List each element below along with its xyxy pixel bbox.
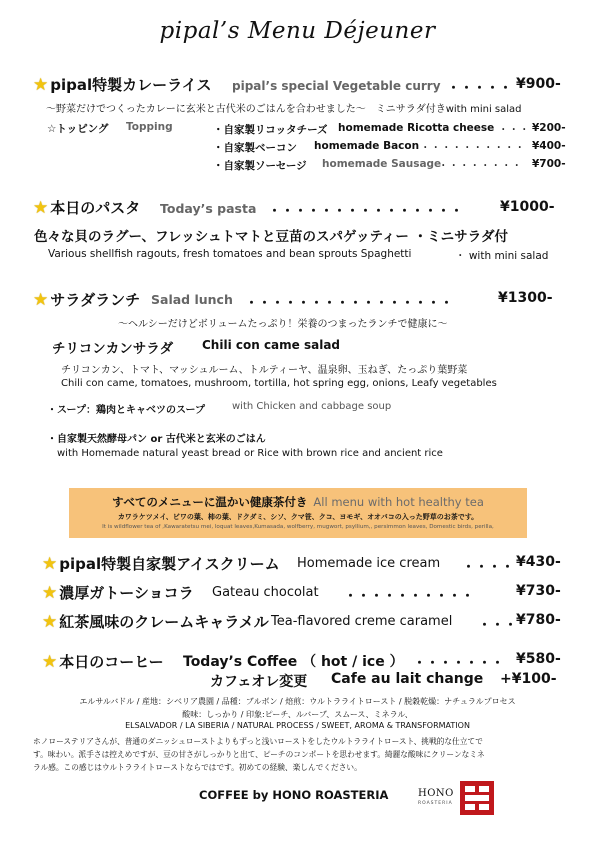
salad-heading	[33, 289, 140, 310]
star-icon: ★	[33, 290, 49, 310]
salad-sub-en: Chili con came salad	[202, 338, 341, 352]
salad-dots: ・・・・・・・・・・・・・・・・	[245, 296, 454, 311]
banner-herbs-jp: カワラケツメイ、ビワの葉、柿の葉、ドクダミ、シソ、クマ笹、クコ、ヨモギ、オオバコの入った野草のお茶です。	[117, 513, 479, 521]
bean-info-line3: ELSALVADOR / LA SIBERIA / NATURAL PROCESS / SWEET, AROMA & TRANSFORMATION	[125, 721, 470, 730]
dessert-jp: 濃厚ガトーショコラ	[59, 584, 194, 602]
dessert-price: ¥730-	[516, 583, 561, 599]
dessert-en: Tea-flavored creme caramel	[271, 614, 453, 629]
salad-sub-jp: チリコンカンサラダ	[52, 341, 174, 357]
star-icon: ★	[42, 612, 58, 632]
coffee-dots: ・・・・・・・	[413, 656, 505, 671]
coffee-credit: COFFEE by HONO ROASTERIA	[199, 788, 389, 802]
curry-dots: ・・・・・	[447, 81, 513, 96]
dessert-jp: 紅茶風味のクレームキャラメル	[59, 613, 269, 631]
roastery-logo-icon	[460, 781, 494, 815]
coffee-story-line2: す。味わい。派手さは控えめですが、豆の甘さがしっかりと出て、ピーチのコンポートを思わせます。綺麗な酸味にクリーンなミネ	[33, 750, 485, 759]
dessert-price: ¥780-	[516, 612, 561, 628]
bread-jp: ・自家製天然酵母パン or 古代米と玄米のごはん	[47, 434, 266, 445]
topping-bacon-price: ¥400-	[532, 140, 566, 152]
dessert-jp: pipal特製自家製アイスクリーム	[59, 555, 280, 573]
pasta-price: ¥1000-	[500, 199, 555, 215]
cafe-au-lait-jp: カフェオレ変更	[210, 674, 308, 690]
dessert-dots: ・・・・	[462, 560, 515, 575]
pasta-description-en: Various shellfish ragouts, fresh tomatoes and bean sprouts Spaghetti	[48, 248, 412, 260]
curry-price: ¥900-	[516, 76, 561, 92]
coffee-name-jp: 本日のコーヒー	[59, 653, 164, 671]
topping-bacon-dots: ・・・・・・・・・・	[420, 142, 525, 154]
coffee-story-line3: ラル感。この感じはウルトラライトローストならではです。初めての経験、楽しんでください。	[33, 763, 362, 772]
logo-mark-icon	[460, 781, 494, 815]
coffee-name-en: Today’s Coffee （ hot / ice ）	[183, 654, 404, 670]
dessert-dots: ・・・	[478, 618, 518, 633]
pasta-name-en: Today’s pasta	[160, 201, 257, 216]
star-icon: ★	[33, 75, 49, 95]
salad-description: 〜ヘルシーだけどボリュームたっぷり！栄養のつまったランチで健康に〜	[118, 319, 448, 330]
bean-info-line2: 酸味：しっかり / 印象:ピーチ、ルバーブ、スムース、ミネラル、	[182, 710, 413, 719]
curry-heading	[33, 74, 212, 95]
bean-info-line1: エルサルバドル / 産地：シベリア農園 / 品種：ブルボン / 焙煎：ウルトラライトロースト / 脱穀乾燥：ナチュラルプロセス	[79, 697, 516, 706]
cafe-au-lait-price: +¥100-	[500, 671, 557, 687]
banner-title-en: All menu with hot healthy tea	[313, 495, 484, 509]
curry-name-en: pipal’s special Vegetable curry	[232, 79, 441, 93]
salad-ingredients-en: Chili con came, tomatoes, mushroom, tortilla, hot spring egg, onions, Leafy vegetables	[61, 378, 497, 389]
dessert-item	[42, 582, 194, 603]
topping-bacon-jp: ・自家製ベーコン	[213, 142, 297, 154]
dessert-en: Homemade ice cream	[297, 556, 441, 571]
healthy-tea-banner	[69, 488, 527, 538]
coffee-story-line1: ホノローステリアさんが、普通のダニッシュローストよりもずっと浅いローストをしたウルトラライトロースト、挑戦的な仕立てで	[33, 737, 483, 746]
dessert-price: ¥430-	[516, 554, 561, 570]
pasta-name-jp: 本日のパスタ	[50, 199, 141, 217]
coffee-price: ¥580-	[516, 651, 561, 667]
cafe-au-lait-en: Cafe au lait change	[331, 671, 484, 687]
curry-name-jp: pipal特製カレーライス	[50, 76, 212, 94]
bread-en: with Homemade natural yeast bread or Rice with brown rice and ancient rice	[57, 448, 443, 459]
topping-ricotta-dots: ・・・	[498, 124, 530, 136]
dessert-item	[42, 611, 269, 632]
topping-sausage-dots: ・・・・・・・・	[438, 160, 522, 172]
salad-price: ¥1300-	[498, 290, 553, 306]
topping-ricotta-jp: ・自家製リコッタチーズ	[213, 124, 328, 136]
dessert-item	[42, 553, 280, 574]
topping-label: ☆トッピング	[47, 123, 109, 135]
dessert-dots: ・・・・・・・・・・	[344, 589, 475, 604]
pasta-description-jp: 色々な貝のラグー、フレッシュトマトと豆苗のスパゲッティー ・ミニサラダ付	[34, 229, 508, 245]
pasta-mini-salad: ・ with mini salad	[455, 250, 549, 262]
topping-bacon-en: homemade Bacon	[314, 140, 420, 152]
curry-description: 〜野菜だけでつくったカレーに玄米と古代米のごはんを合わせました〜 ミニサラダ付きwith mini salad	[46, 104, 522, 115]
soup-en: with Chicken and cabbage soup	[232, 401, 392, 412]
star-icon: ★	[42, 583, 58, 603]
star-icon: ★	[42, 652, 58, 672]
roastery-logo-sub: ROASTERIA	[418, 801, 453, 806]
star-icon: ★	[42, 554, 58, 574]
topping-sausage-price: ¥700-	[532, 158, 566, 170]
soup-jp: ・スープ：鶏肉とキャベツのスープ	[47, 405, 205, 416]
salad-name-jp: サラダランチ	[50, 291, 141, 309]
topping-sausage-jp: ・自家製ソーセージ	[213, 160, 307, 172]
salad-name-en: Salad lunch	[151, 292, 233, 307]
pasta-heading	[33, 197, 140, 218]
topping-ricotta-price: ¥200-	[532, 122, 566, 134]
star-icon: ★	[33, 198, 49, 218]
banner-title	[69, 494, 527, 510]
page-title: pipal’s Menu Déjeuner	[159, 18, 436, 44]
topping-sausage-en: homemade Sausage	[322, 158, 442, 170]
topping-ricotta-en: homemade Ricotta cheese	[338, 122, 495, 134]
pasta-dots: ・・・・・・・・・・・・・・・	[268, 204, 464, 219]
dessert-en: Gateau chocolat	[212, 585, 319, 600]
banner-title-jp: すべてのメニューに温かい健康茶付き	[112, 495, 308, 509]
coffee-heading	[42, 651, 164, 672]
topping-label-en: Topping	[126, 121, 173, 133]
roastery-logo-name: HONO	[418, 788, 454, 799]
banner-herbs-en: It is wildflower tea of ,Kawaratetsu mei, loquat leaves,Kumasada, wolfberry, mugwort, psyllium,, persimmon leaves, Domestic birds, perilla,	[102, 524, 494, 530]
salad-ingredients-jp: チリコンカン、トマト、マッシュルーム、トルティーヤ、温泉卵、玉ねぎ、たっぷり葉野菜	[61, 365, 468, 376]
